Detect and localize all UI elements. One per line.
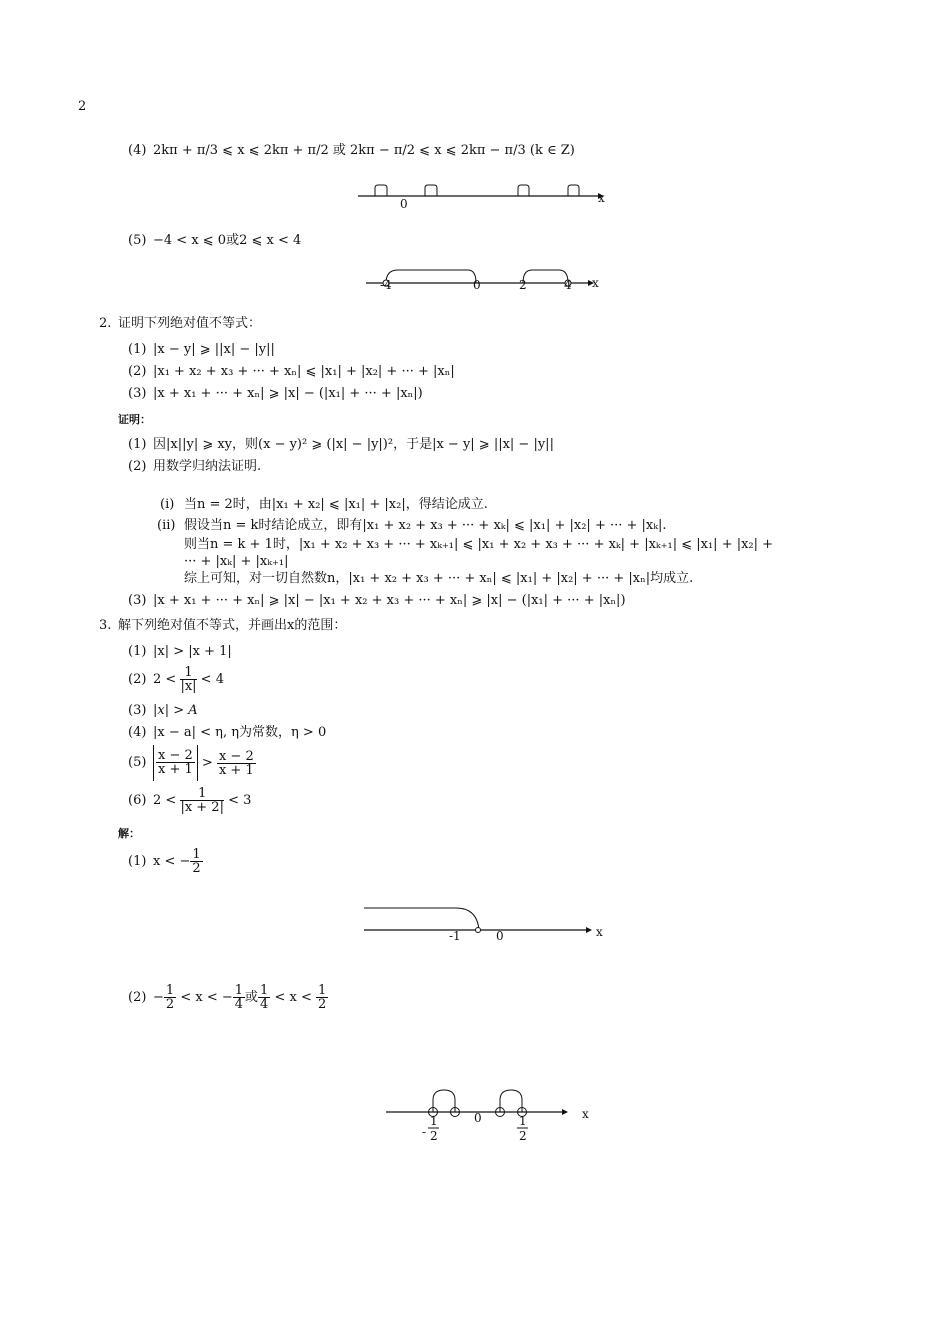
proof-label: (2)	[128, 459, 147, 474]
item-5-label: (5)	[128, 233, 147, 248]
proof-text: 因|x||y| ⩾ xy，则(x − y)² ⩾ (|x| − |y|)²，于是|x − y| ⩾ ||x| − |y||	[153, 437, 554, 452]
axis-arrow	[586, 927, 592, 933]
q2-item-label: (3)	[128, 386, 147, 401]
number-line-4	[358, 182, 608, 212]
question-3-number: 3.	[99, 618, 112, 633]
solution-formula: − $\frac{1}{2}$ < x < − $\frac{1}{4}$ 或 $\frac{1}{4}$ < x < $\frac{1}{2}$	[153, 983, 327, 1012]
number-line-s2	[386, 1084, 606, 1148]
axis-label: x	[592, 276, 599, 290]
proof-heading: 证明：	[118, 413, 151, 426]
interval-bracket	[386, 270, 476, 283]
q3-item-label: (6)	[128, 793, 147, 808]
tick-label: 4	[564, 278, 572, 292]
solution-heading: 解：	[118, 827, 140, 840]
tick-label: -	[422, 1125, 427, 1139]
q3-item-formula: |x − a| < η, η为常数，η > 0	[153, 725, 327, 740]
tick-label: 2	[519, 278, 527, 292]
tick-label: 2	[519, 1129, 527, 1143]
tick-label: -4	[380, 278, 392, 292]
axis-label: x	[598, 191, 605, 205]
open-endpoint	[476, 928, 481, 933]
induction-label: (ii)	[157, 518, 176, 533]
solution-label: (1)	[128, 854, 147, 869]
item-4-label: (4)	[128, 143, 147, 158]
solution-formula: x < − $\frac{1}{2}$	[153, 847, 201, 876]
question-3-title: 解下列绝对值不等式，并画出x的范围：	[118, 618, 347, 633]
q2-item-label: (1)	[128, 342, 147, 357]
item-5-formula: −4 < x ⩽ 0或2 ⩽ x < 4	[153, 233, 302, 248]
proof-label: (3)	[128, 593, 147, 608]
solution-label: (2)	[128, 990, 147, 1005]
q3-item-label: (1)	[128, 644, 147, 659]
induction-line: ··· + |xₖ| + |xₖ₊₁|	[184, 554, 289, 569]
question-2-title: 证明下列绝对值不等式：	[118, 316, 262, 331]
induction-line: 综上可知，对一切自然数n，|x₁ + x₂ + x₃ + ··· + xₙ| ⩽ |x₁| + |x₂| + ··· + |xₙ|均成立.	[184, 571, 694, 586]
item-4-formula: 2kπ + π/3 ⩽ x ⩽ 2kπ + π/2 或 2kπ − π/2 ⩽ x ⩽ 2kπ − π/3 (k ∈ Z)	[153, 143, 575, 158]
q2-item-label: (2)	[128, 364, 147, 379]
q2-item-formula: |x + x₁ + ··· + xₙ| ⩾ |x| − (|x₁| + ··· + |xₙ|)	[153, 386, 423, 401]
axis-label: x	[596, 925, 603, 939]
proof-text: |x + x₁ + ··· + xₙ| ⩾ |x| − |x₁ + x₂ + x₃ + ··· + xₙ| ⩾ |x| − (|x₁| + ··· + |xₙ|)	[153, 593, 626, 608]
q3-item-label: (3)	[128, 703, 147, 718]
interval-bracket	[518, 185, 529, 196]
q3-item-formula: |x| > |x + 1|	[153, 644, 232, 659]
q3-item-label: (2)	[128, 672, 147, 687]
q3-item-formula: 2 < $\frac{1}{|x + 2|}$ < 3	[153, 786, 252, 815]
proof-label: (1)	[128, 437, 147, 452]
tick-label: 0	[496, 929, 504, 943]
induction-label: (i)	[160, 497, 175, 512]
tick-label: 0	[474, 1111, 482, 1125]
proof-text: 用数学归纳法证明.	[153, 459, 262, 474]
q3-item-label: (4)	[128, 725, 147, 740]
number-line-5	[366, 265, 606, 295]
question-2-number: 2.	[99, 316, 112, 331]
tick-label: 0	[400, 197, 408, 211]
interval-bracket	[523, 270, 568, 283]
axis-label: x	[582, 1107, 589, 1121]
q3-item-formula: |x| > A	[153, 703, 198, 718]
induction-text: 假设当n = k时结论成立，即有|x₁ + x₂ + x₃ + ··· + xₖ| ⩽ |x₁| + |x₂| + ··· + |xₖ|.	[184, 518, 667, 533]
q3-item-formula: $\frac{x - 2}{x + 1}$ > $\frac{x - 2}{x + 1}$	[153, 745, 256, 782]
page-number: 2	[78, 99, 87, 114]
interval-bracket	[568, 185, 579, 196]
tick-label: 1	[519, 1114, 527, 1128]
q3-item-label: (5)	[128, 755, 147, 770]
axis-arrow	[562, 1109, 568, 1115]
induction-text: 当n = 2时，由|x₁ + x₂| ⩽ |x₁| + |x₂|，得结论成立.	[184, 497, 488, 512]
tick-label: 1	[430, 1114, 438, 1128]
interval-bracket	[425, 185, 437, 196]
number-line-s1	[364, 904, 614, 944]
q2-item-formula: |x − y| ⩾ ||x| − |y||	[153, 342, 275, 357]
interval-bracket	[364, 908, 479, 930]
q2-item-formula: |x₁ + x₂ + x₃ + ··· + xₙ| ⩽ |x₁| + |x₂| + ··· + |xₙ|	[153, 364, 455, 379]
interval-bracket	[375, 185, 387, 196]
q3-item-formula: 2 < $\frac{1}{|x|}$ < 4	[153, 665, 224, 694]
tick-label: 2	[430, 1129, 438, 1143]
induction-line: 则当n = k + 1时，|x₁ + x₂ + x₃ + ··· + xₖ₊₁| ⩽ |x₁ + x₂ + x₃ + ··· + xₖ| + |xₖ₊₁| ⩽ |x₁| + |x₂| +	[184, 537, 774, 552]
tick-label: -1	[449, 929, 461, 943]
tick-label: 0	[473, 278, 481, 292]
